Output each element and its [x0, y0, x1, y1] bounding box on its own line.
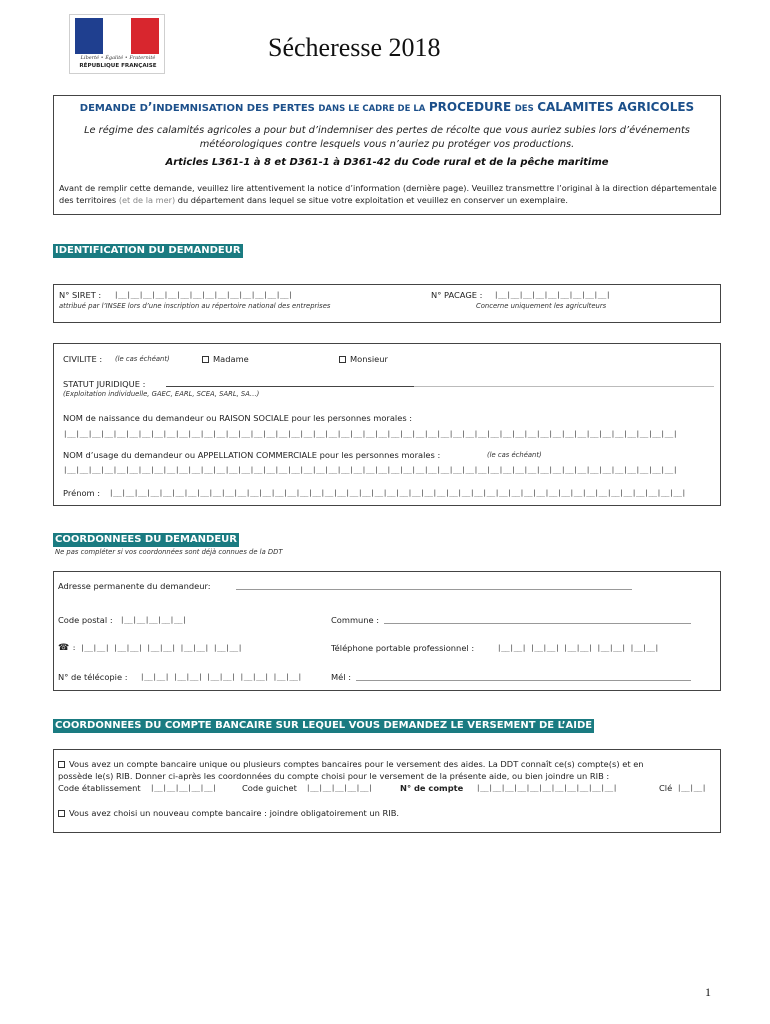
- pacage-note: Concerne uniquement les agriculteurs: [476, 302, 607, 310]
- mobile-input[interactable]: |__|__| |__|__| |__|__| |__|__| |__|__|: [497, 643, 659, 652]
- demand-heading-part: CALAMITES AGRICOLES: [537, 100, 695, 114]
- statut-input-continuation[interactable]: [414, 386, 714, 387]
- demand-heading-part: PROCEDURE: [428, 100, 512, 114]
- fax-input[interactable]: |__|__| |__|__| |__|__| |__|__| |__|__|: [140, 672, 302, 681]
- pacage-label: N° PACAGE :: [431, 290, 483, 300]
- monsieur-option[interactable]: [339, 354, 388, 364]
- logo-motto: Liberté • Égalité • Fraternité: [80, 55, 156, 61]
- guichet-label: Code guichet: [242, 783, 297, 793]
- option-compte-existant[interactable]: [58, 759, 644, 769]
- intro-text: Le régime des calamités agricoles a pour but d’indemniser des pertes de récolte que vous auriez subies lors d’événements météorologiques contre lesquels vous n’auriez pu protéger vos productions.: [84, 125, 690, 150]
- monsieur-checkbox[interactable]: [339, 356, 346, 363]
- mel-input[interactable]: [356, 680, 691, 681]
- prenom-input[interactable]: |__|__|__|__|__|__|__|__|__|__|__|__|__|__|__|__|__|__|__|__|__|__|__|__|__|__|__|__|__|__|__|__|__|__|__|__|__|__|__|__|__|__|__|__|__|__|: [109, 488, 686, 497]
- page-number: 1: [705, 985, 711, 999]
- pacage-input[interactable]: |__|__|__|__|__|__|__|__|__|: [494, 290, 611, 299]
- notice-part: du département dans lequel se situe votre exploitation et veuillez en conserver un exemplaire.: [177, 195, 568, 205]
- identity-box: [53, 343, 721, 506]
- madame-label: Madame: [213, 354, 249, 364]
- statut-input[interactable]: [166, 386, 414, 387]
- option1-line2: possède le(s) RIB. Donner ci-après les coordonnées du compte choisi pour le versement de la présente aide, ou bien joindre un RIB :: [58, 771, 610, 781]
- demand-heading-part: DANS LE CADRE DE LA: [318, 104, 426, 114]
- usage-input[interactable]: |__|__|__|__|__|__|__|__|__|__|__|__|__|__|__|__|__|__|__|__|__|__|__|__|__|__|__|__|__|__|__|__|__|__|__|__|__|__|__|__|__|__|__|__|__|__|__|__|__|: [63, 465, 678, 474]
- prenom-label: Prénom :: [63, 488, 101, 498]
- siret-note: attribué par l’INSEE lors d’une inscription au répertoire national des entreprises: [59, 302, 331, 310]
- fax-label: N° de télécopie :: [58, 672, 128, 682]
- monsieur-label: Monsieur: [350, 354, 388, 364]
- demand-heading-part: DES: [514, 104, 534, 114]
- commune-input[interactable]: [384, 623, 691, 624]
- guichet-input[interactable]: |__|__|__|__|__|: [306, 783, 373, 792]
- banque-box: [53, 749, 721, 833]
- siret-label: N° SIRET :: [59, 290, 102, 300]
- header-box: [53, 95, 721, 215]
- nom-input[interactable]: |__|__|__|__|__|__|__|__|__|__|__|__|__|__|__|__|__|__|__|__|__|__|__|__|__|__|__|__|__|__|__|__|__|__|__|__|__|__|__|__|__|__|__|__|__|__|__|__|__|: [63, 429, 678, 438]
- compte-label: N° de compte: [400, 783, 464, 793]
- cle-label: Clé: [659, 783, 673, 793]
- mel-label: Mél :: [331, 672, 352, 682]
- usage-note: (le cas échéant): [487, 451, 542, 459]
- code-postal-label: Code postal :: [58, 615, 113, 625]
- section-banque: COORDONNEES DU COMPTE BANCAIRE SUR LEQUEL VOUS DEMANDEZ LE VERSEMENT DE L’AIDE: [55, 720, 593, 731]
- commune-label: Commune :: [331, 615, 380, 625]
- coordonnees-box: [53, 571, 721, 691]
- etab-input[interactable]: |__|__|__|__|__|: [150, 783, 217, 792]
- document-title: Sécheresse 2018: [268, 33, 441, 62]
- compte-input[interactable]: |__|__|__|__|__|__|__|__|__|__|__|: [476, 783, 618, 792]
- articles-reference: Articles L361-1 à 8 et D361-1 à D361-42 du Code rural et de la pêche maritime: [165, 157, 609, 168]
- telephone-input[interactable]: : |__|__| |__|__| |__|__| |__|__| |__|__|: [71, 643, 242, 652]
- coordonnees-subtitle: Ne pas compléter si vos coordonnées sont déjà connues de la DDT: [55, 548, 283, 556]
- usage-label: NOM d’usage du demandeur ou APPELLATION COMMERCIALE pour les personnes morales :: [63, 450, 441, 460]
- demand-heading: [54, 100, 720, 114]
- civilite-note: (le cas échéant): [115, 355, 170, 363]
- telephone-field: [58, 642, 242, 653]
- nom-label: NOM de naissance du demandeur ou RAISON SOCIALE pour les personnes morales :: [63, 413, 413, 423]
- code-postal-input[interactable]: |__|__|__|__|__|: [120, 615, 187, 624]
- section-identification: IDENTIFICATION DU DEMANDEUR: [55, 245, 241, 256]
- notice-grey: (et de la mer): [118, 195, 176, 205]
- statut-note: (Exploitation individuelle, GAEC, EARL, SCEA, SARL, SA…): [63, 390, 260, 398]
- marianne-flag-icon: [75, 18, 159, 54]
- cle-input[interactable]: |__|__|: [677, 783, 707, 792]
- adresse-label: Adresse permanente du demandeur:: [58, 581, 211, 591]
- telephone-icon: ☎: [58, 643, 70, 653]
- demand-heading-part: INDEMNISATION DES PERTES: [152, 103, 315, 114]
- option2-label: Vous avez choisi un nouveau compte bancaire : joindre obligatoirement un RIB.: [69, 808, 400, 818]
- siret-box: [53, 284, 721, 323]
- madame-checkbox[interactable]: [202, 356, 209, 363]
- logo-republic: RÉPUBLIQUE FRANÇAISE: [79, 63, 157, 69]
- notice-part: Avant de remplir cette demande, veuillez lire attentivement la notice d’information (dernière page). Veuillez transmettre l’original à la direction départementale des territoires: [59, 183, 717, 205]
- option-nouveau-compte[interactable]: [58, 808, 399, 818]
- madame-option[interactable]: [202, 354, 249, 364]
- demand-heading-part: ’: [147, 100, 153, 114]
- adresse-input[interactable]: [236, 589, 632, 590]
- option1-line1: Vous avez un compte bancaire unique ou plusieurs comptes bancaires pour le versement des aides. La DDT connaît ce(s) compte(s) et en: [69, 759, 644, 769]
- section-coordonnees: COORDONNEES DU DEMANDEUR: [55, 534, 237, 545]
- etab-label: Code établissement: [58, 783, 141, 793]
- siret-input[interactable]: |__|__|__|__|__|__|__|__|__|__|__|__|__|__|: [114, 290, 293, 299]
- statut-label: STATUT JURIDIQUE :: [63, 379, 146, 389]
- nouveau-compte-checkbox[interactable]: [58, 810, 65, 817]
- civilite-label: CIVILITE :: [63, 354, 103, 364]
- republique-logo: [69, 14, 165, 74]
- compte-existant-checkbox[interactable]: [58, 761, 65, 768]
- mobile-label: Téléphone portable professionnel :: [331, 643, 475, 653]
- demand-heading-part: DEMANDE D: [79, 103, 148, 114]
- notice-text: [59, 182, 719, 206]
